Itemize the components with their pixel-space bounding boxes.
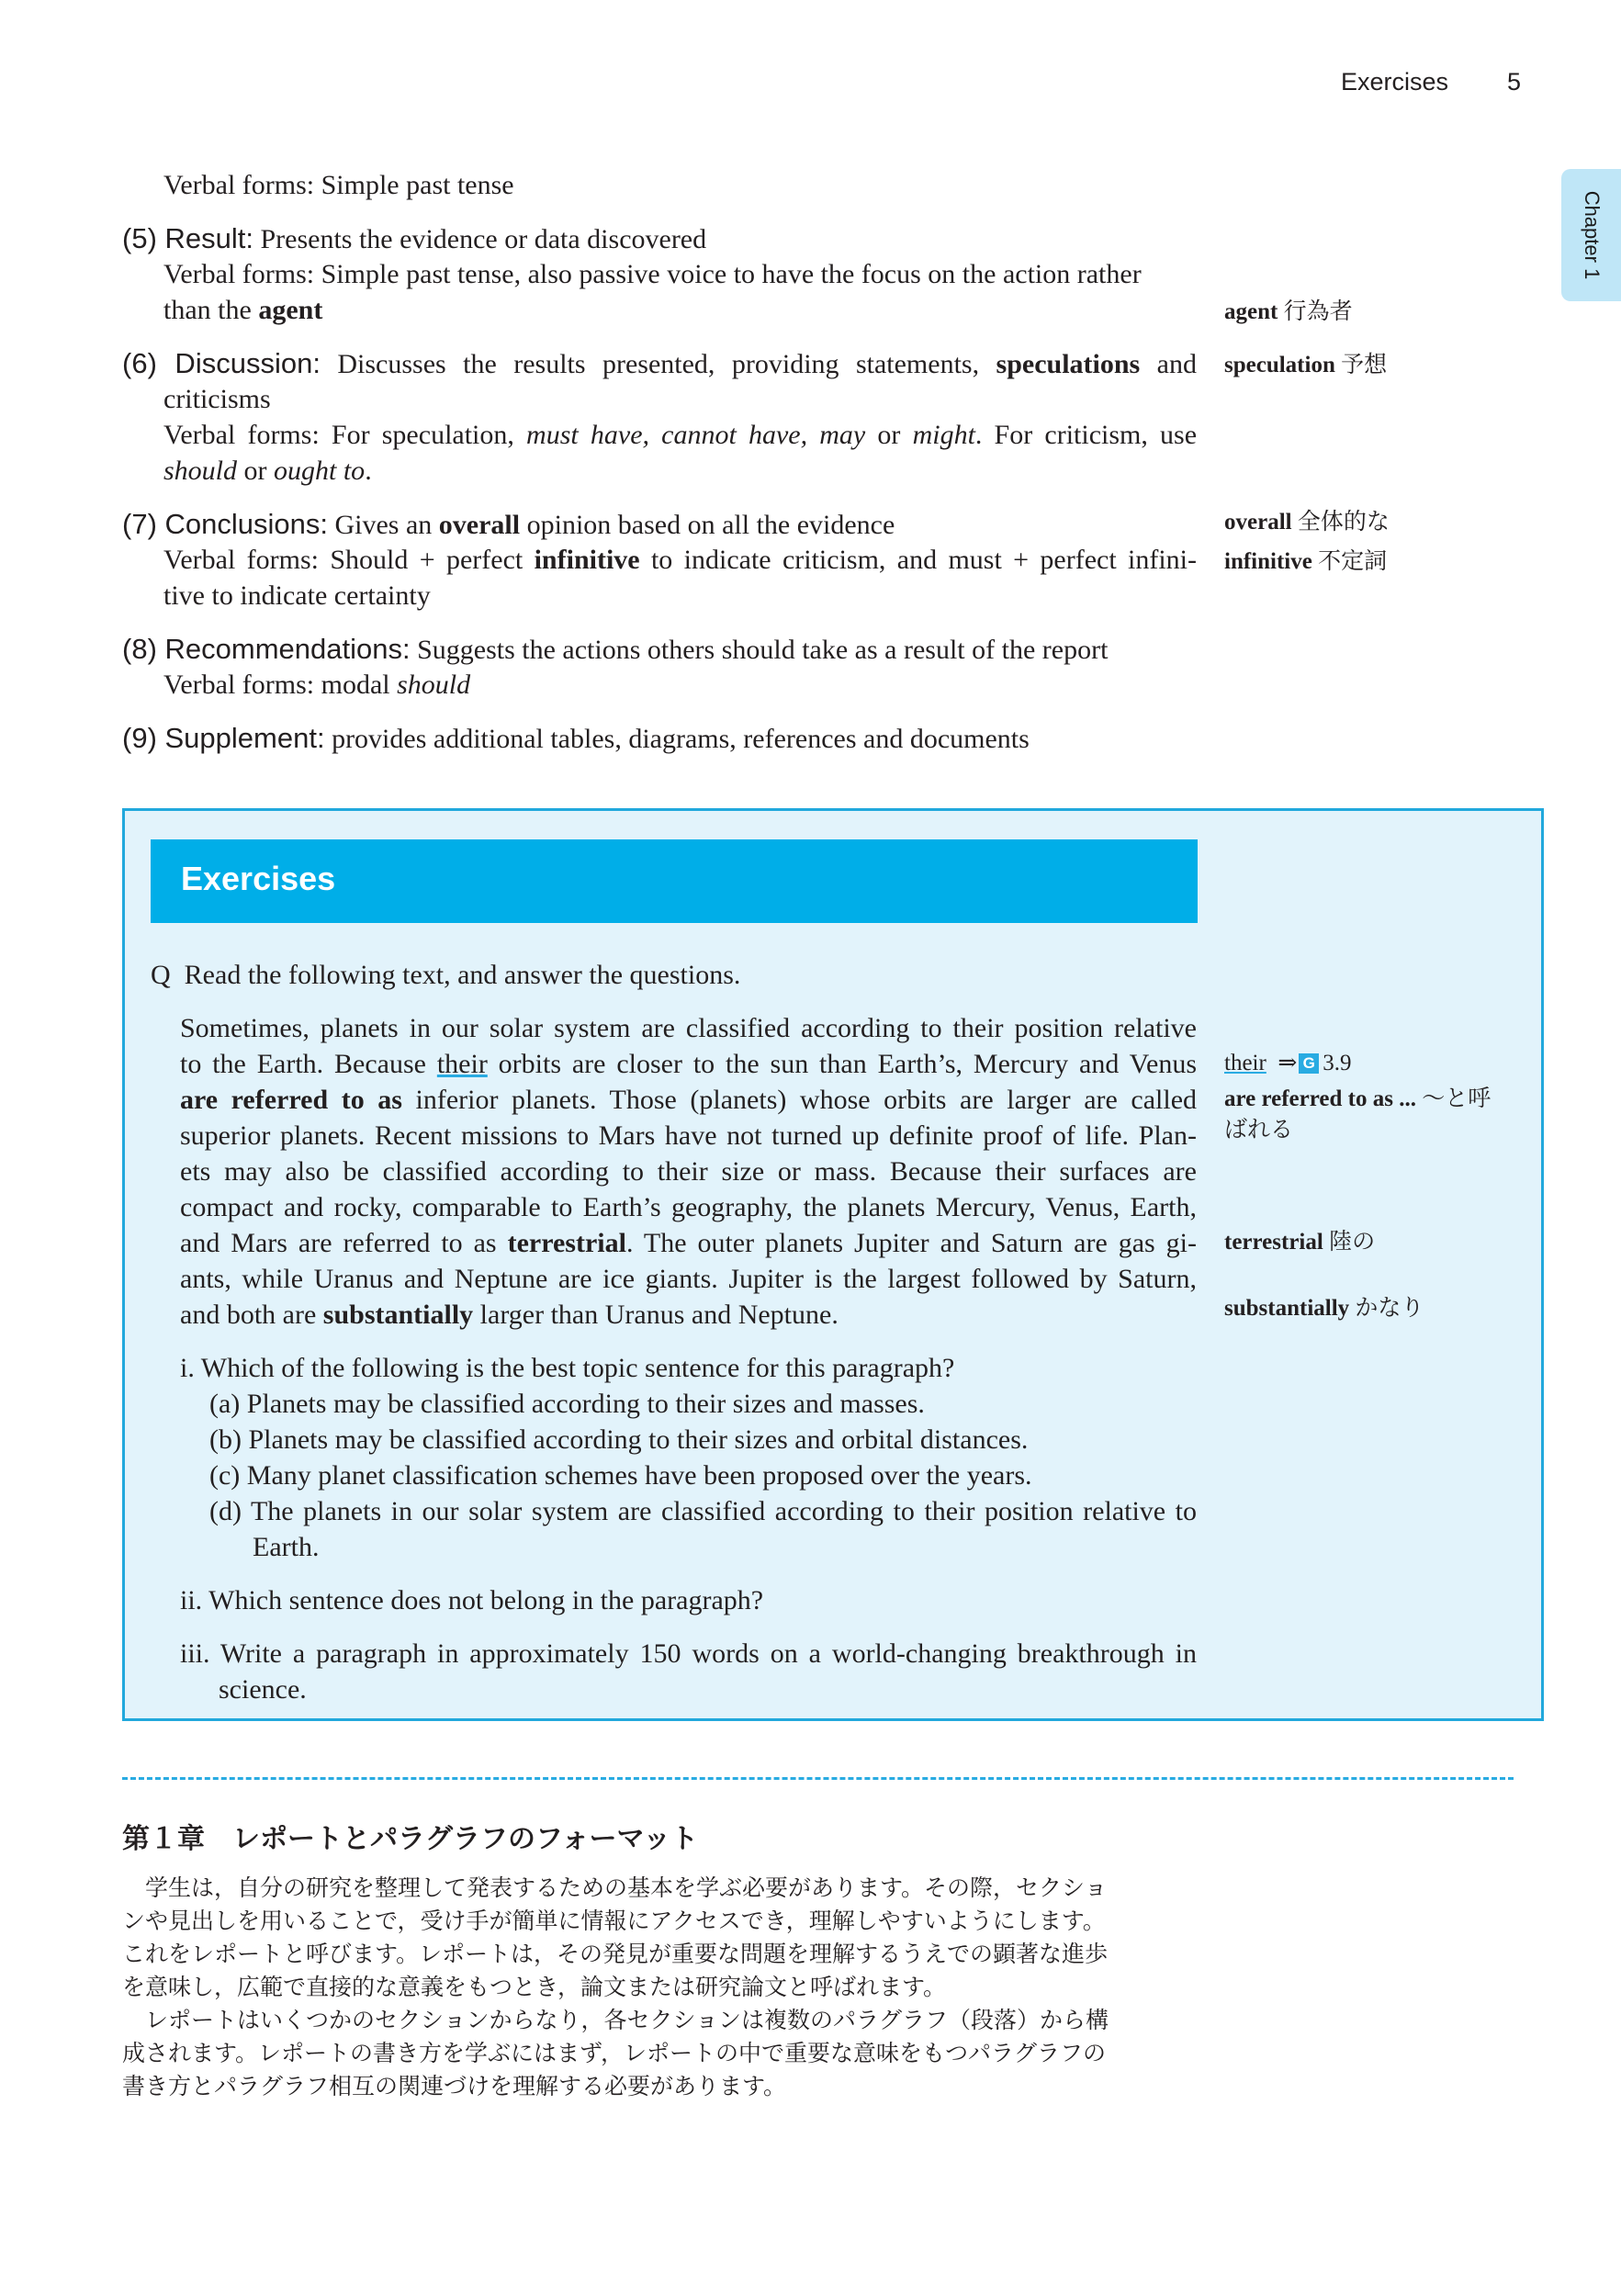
gloss-overall: overall 全体的な: [1224, 510, 1390, 535]
page-number: 5: [1507, 68, 1522, 96]
exercise-title: Exercises: [181, 860, 336, 897]
passage-line-2: to the Earth. Because their orbits are closer to the sun than Earth’s, Mercury and Venus: [180, 1049, 1197, 1079]
passage-line-3: are referred to as inferior planets. Those (planets) whose orbits are larger are called: [180, 1085, 1198, 1115]
japanese-line: ンや見出しを用いることで，受け手が簡単に情報にアクセスでき，理解しやすいようにします。: [122, 1908, 1106, 1934]
japanese-title: 第１章 レポートとパラグラフのフォーマット: [122, 1823, 699, 1855]
japanese-line: これをレポートと呼びます。レポートは，その発見が重要な問題を理解するうえでの顕著な進歩: [122, 1941, 1109, 1967]
passage-link-their: their: [436, 1049, 488, 1079]
japanese-line: を意味し，広範で直接的な意義をもつとき，論文または研究論文と呼ばれます。: [122, 1974, 947, 2000]
gloss-their: their ⇒ G 3.9: [1224, 1051, 1352, 1075]
passage-line-9: and both are substantially larger than Uranus and Neptune.: [180, 1300, 839, 1330]
japanese-line: 成されます。レポートの書き方を学ぶにはまず，レポートの中で重要な意味をもつパラグラフの: [122, 2040, 1107, 2066]
section-label: (5) Result:: [122, 222, 253, 254]
running-head: Exercises: [1341, 68, 1449, 96]
section-label: (7) Conclusions:: [122, 508, 328, 540]
gloss-referred: are referred to as ... 〜と呼: [1224, 1086, 1492, 1111]
section-supplement: (9) Supplement: provides additional tables, diagrams, references and documents: [122, 722, 1030, 754]
passage-line-8: ants, while Uranus and Neptune are ice giants. Jupiter is the largest followed by Saturn,: [180, 1264, 1197, 1294]
question-1-stem: i. Which of the following is the best topic sentence for this paragraph?: [180, 1353, 955, 1383]
s6-verbal-1: Verbal forms: For speculation, must have, cannot have, may or might. For criticism, use: [163, 420, 1198, 450]
question-1-option-a: (a) Planets may be classified according to their sizes and masses.: [209, 1389, 925, 1419]
question-3-cont: science.: [219, 1674, 307, 1705]
question-2: ii. Which sentence does not belong in the paragraph?: [180, 1585, 764, 1615]
s5-verbal-2: than the agent: [163, 295, 323, 325]
gloss-speculation: speculation 予想: [1224, 353, 1388, 377]
gloss-terrestrial: terrestrial 陸の: [1224, 1230, 1376, 1255]
passage-line-7: and Mars are referred to as terrestrial. The outer planets Jupiter and Saturn are gas gi-: [180, 1228, 1198, 1258]
section-discussion: (6) Discussion: Discusses the results presented, providing statements, speculations and: [122, 347, 1197, 379]
s7-verbal-1: Verbal forms: Should + perfect infinitive to indicate criticism, and must + perfect infini-: [163, 545, 1198, 575]
passage-line-4: superior planets. Recent missions to Mars have not turned up definite proof of life. Plan-: [180, 1120, 1197, 1151]
s4-verbal: Verbal forms: Simple past tense: [163, 170, 514, 200]
q-label: Q: [151, 960, 171, 990]
chapter-tab: [1561, 169, 1621, 301]
s7-verbal-2: tive to indicate certainty: [163, 580, 431, 611]
passage-line-5: ets may also be classified according to their size or mass. Because their surfaces are: [180, 1156, 1197, 1187]
chapter-tab-label: Chapter 1: [1580, 190, 1604, 280]
section-conclusions: (7) Conclusions: Gives an overall opinion based on all the evidence: [122, 508, 895, 540]
gloss-referred-cont: ばれる: [1224, 1118, 1294, 1142]
question-1-option-d: (d) The planets in our solar system are classified according to their position relative to: [209, 1496, 1197, 1526]
question-3: iii. Write a paragraph in approximately 150 words on a world-changing breakthrough in: [180, 1638, 1197, 1669]
grammar-ref-icon: G: [1299, 1053, 1319, 1074]
section-text: Presents the evidence or data discovered: [260, 224, 707, 254]
gloss-substantially: substantially かなり: [1224, 1296, 1424, 1321]
s8-verbal: Verbal forms: modal should: [163, 670, 471, 700]
question-1-option-d-cont: Earth.: [253, 1532, 320, 1562]
s5-verbal-1: Verbal forms: Simple past tense, also passive voice to have the focus on the action rather: [163, 259, 1142, 289]
question-1-option-c: (c) Many planet classification schemes have been proposed over the years.: [209, 1460, 1032, 1491]
dashed-divider: [122, 1777, 1514, 1780]
gloss-infinitive: infinitive 不定詞: [1224, 549, 1388, 574]
section-result: [122, 220, 706, 257]
section-recommendations: (8) Recommendations: Suggests the actions others should take as a result of the report: [122, 633, 1109, 665]
passage-line-1: Sometimes, planets in our solar system are classified according to their position relative: [180, 1013, 1197, 1043]
s6-verbal-2: should or ought to.: [163, 456, 372, 486]
gloss-agent: agent 行為者: [1224, 299, 1353, 324]
japanese-line: 学生は，自分の研究を整理して発表するための基本を学ぶ必要があります。その際，セクショ: [122, 1874, 1108, 1901]
question-prompt: Q Read the following text, and answer the questions.: [151, 960, 741, 990]
japanese-line: 書き方とパラグラフ相互の関連づけを理解する必要があります。: [122, 2073, 787, 2099]
passage-line-6: compact and rocky, comparable to Earth’s geography, the planets Mercury, Venus, Earth,: [180, 1192, 1197, 1222]
japanese-line: レポートはいくつかのセクションからなり，各セクションは複数のパラグラフ（段落）から構: [122, 2007, 1109, 2033]
question-1-option-b: (b) Planets may be classified according to their sizes and orbital distances.: [209, 1424, 1029, 1455]
section-label: (8) Recommendations:: [122, 633, 411, 665]
section-label: (6) Discussion:: [122, 347, 321, 379]
section-label: (9) Supplement:: [122, 722, 325, 754]
exercise-banner: [151, 839, 1198, 923]
s6-text-2: criticisms: [163, 384, 271, 414]
